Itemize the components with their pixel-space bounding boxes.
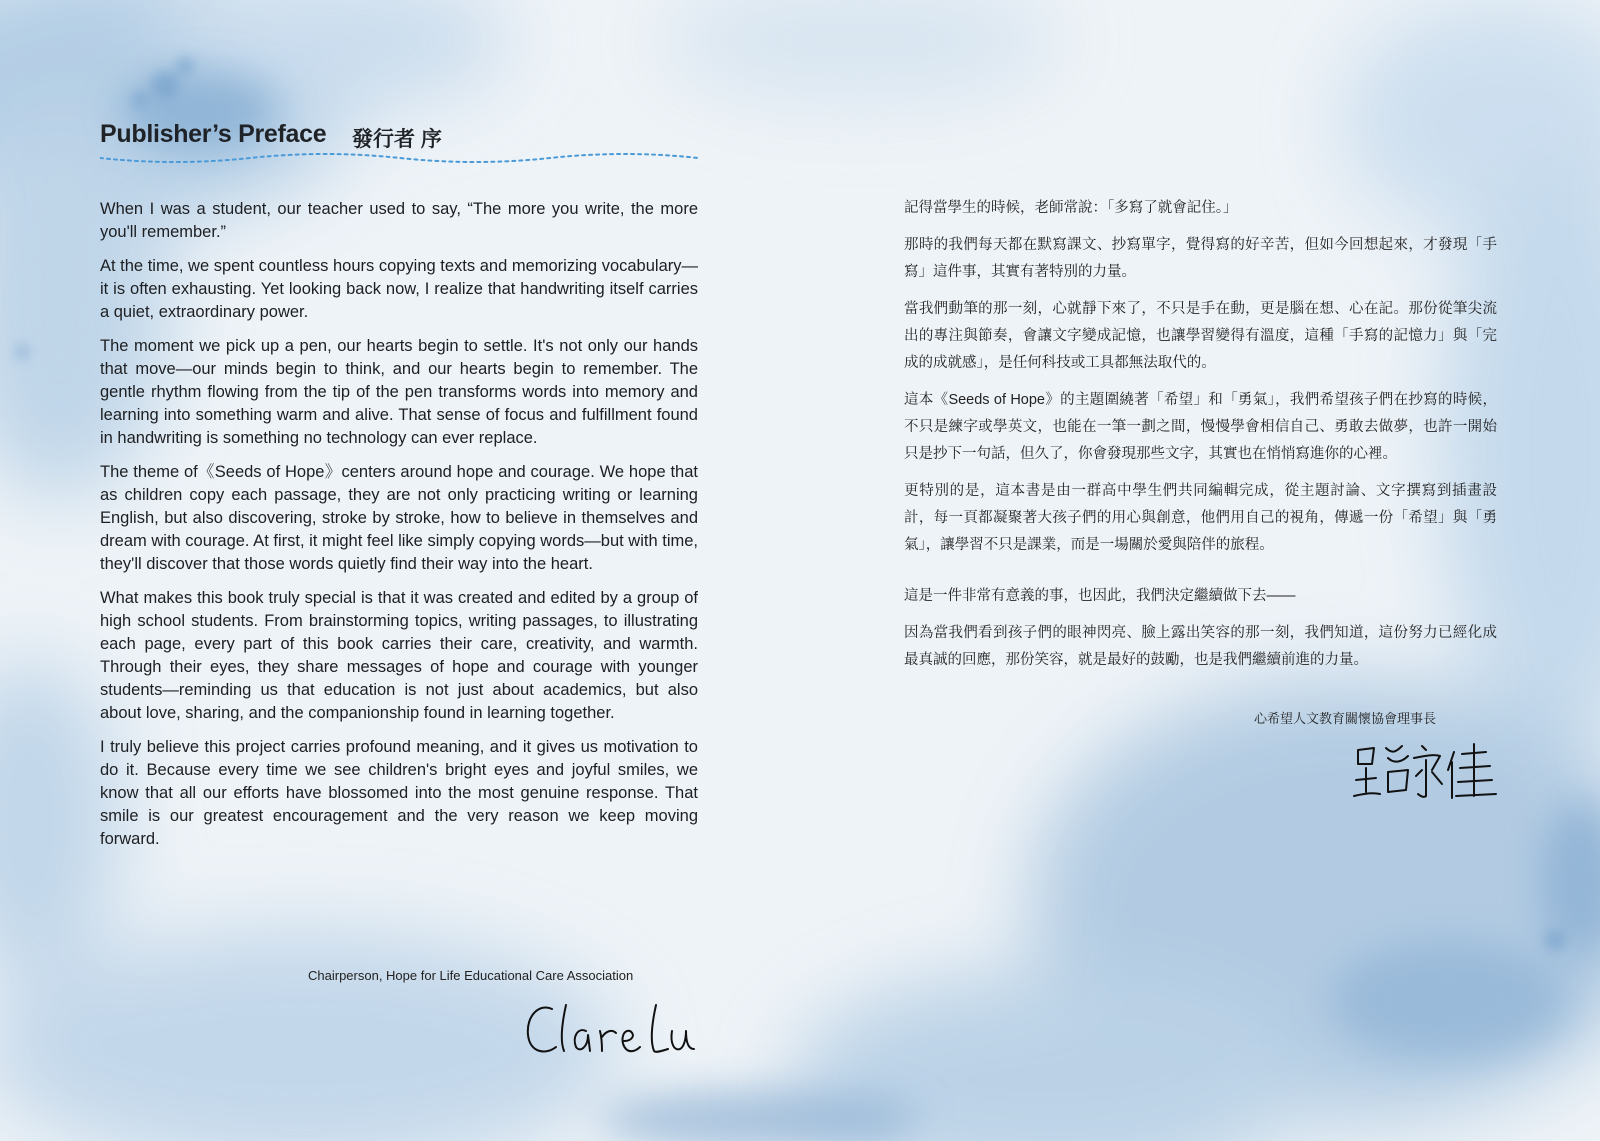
- chinese-signatory-title: 心希望人文教育關懷協會理事長: [1254, 711, 1437, 726]
- english-paragraph: The theme of《Seeds of Hope》centers around hope and courage. We hope that as children copy each passage, they are not only practicing writing or learning English, but also discovering, stroke by stroke, how to believe in themselves and dream with courage. At first, it might feel like simply copying words—but with time, they'll discover that those words quietly find their way into the heart.: [100, 463, 698, 573]
- chinese-body: [904, 195, 1497, 684]
- chinese-paragraph: 那時的我們每天都在默寫課文、抄寫單字，覺得寫的好辛苦，但如今回想起來，才發現「手寫」這件事，其實有著特別的力量。: [904, 237, 1497, 280]
- preface-header: [100, 120, 698, 168]
- chinese-handwritten-signature: [1352, 740, 1502, 805]
- page-title-zh: 發行者 序: [352, 128, 442, 151]
- english-paragraph: I truly believe this project carries profound meaning, and it gives us motivation to do it. Because every time we see children's bright eyes and joyful smiles, we know that all our efforts have blossomed into the most genuine response. That smile is our greatest encouragement and the very reason we keep moving forward.: [100, 738, 698, 848]
- dotted-wave-divider: [100, 152, 698, 166]
- chinese-paragraph: 當我們動筆的那一刻，心就靜下來了，不只是手在動，更是腦在想、心在記。那份從筆尖流出的專注與節奏，會讓文字變成記憶，也讓學習變得有溫度，這種「手寫的記憶力」與「完成的成就感」，是任何科技或工具都無法取代的。: [904, 301, 1497, 371]
- chinese-page: [904, 0, 1497, 1141]
- chinese-paragraph: 更特別的是，這本書是由一群高中學生們共同編輯完成，從主題討論、文字撰寫到插畫設計，每一頁都凝聚著大孩子們的用心與創意，他們用自己的視角，傳遞一份「希望」與「勇氣」，讓學習不只是課業，而是一場關於愛與陪伴的旅程。: [904, 483, 1497, 553]
- chinese-paragraph: 這是一件非常有意義的事，也因此，我們決定繼續做下去——: [904, 588, 1296, 604]
- english-paragraph: When I was a student, our teacher used to say, “The more you write, the more you'll remember.”: [100, 200, 698, 241]
- english-page: [100, 0, 698, 1141]
- english-paragraph: At the time, we spent countless hours copying texts and memorizing vocabulary—it is often exhausting. Yet looking back now, I realize that handwriting itself carries a quiet, extraordinary power.: [100, 257, 698, 321]
- english-body: [100, 198, 698, 862]
- chinese-paragraph: 這本《Seeds of Hope》的主題圍繞著「希望」和「勇氣」，我們希望孩子們在抄寫的時候，不只是練字或學英文，也能在一筆一劃之間，慢慢學會相信自己、勇敢去做夢，也許一開始只是抄下一句話，但久了，你會發現那些文字，其實也在悄悄寫進你的心裡。: [904, 392, 1497, 462]
- english-handwritten-signature: [522, 995, 702, 1065]
- english-signatory-title: Chairperson, Hope for Life Educational Care Association: [308, 968, 634, 983]
- chinese-paragraph: 因為當我們看到孩子們的眼神閃亮、臉上露出笑容的那一刻，我們知道，這份努力已經化成最真誠的回應，那份笑容，就是最好的鼓勵，也是我們繼續前進的力量。: [904, 625, 1497, 668]
- english-paragraph: The moment we pick up a pen, our hearts begin to settle. It's not only our hands that move—our minds begin to think, and our hearts begin to remember. The gentle rhythm flowing from the tip of the pen transforms words into memory and learning into something warm and alive. That sense of focus and fulfillment found in handwriting is something no technology can ever replace.: [100, 337, 698, 447]
- english-paragraph: What makes this book truly special is that it was created and edited by a group of high school students. From brainstorming topics, writing passages, to illustrating each page, every part of this book carries their care, creativity, and warmth. Through their eyes, they share messages of hope and courage with younger students—reminding us that education is not just about academics, but also about love, sharing, and the companionship found in learning together.: [100, 589, 698, 722]
- page-title-en: Publisher’s Preface: [100, 120, 327, 148]
- chinese-paragraph: 記得當學生的時候，老師常說：「多寫了就會記住。」: [904, 200, 1238, 216]
